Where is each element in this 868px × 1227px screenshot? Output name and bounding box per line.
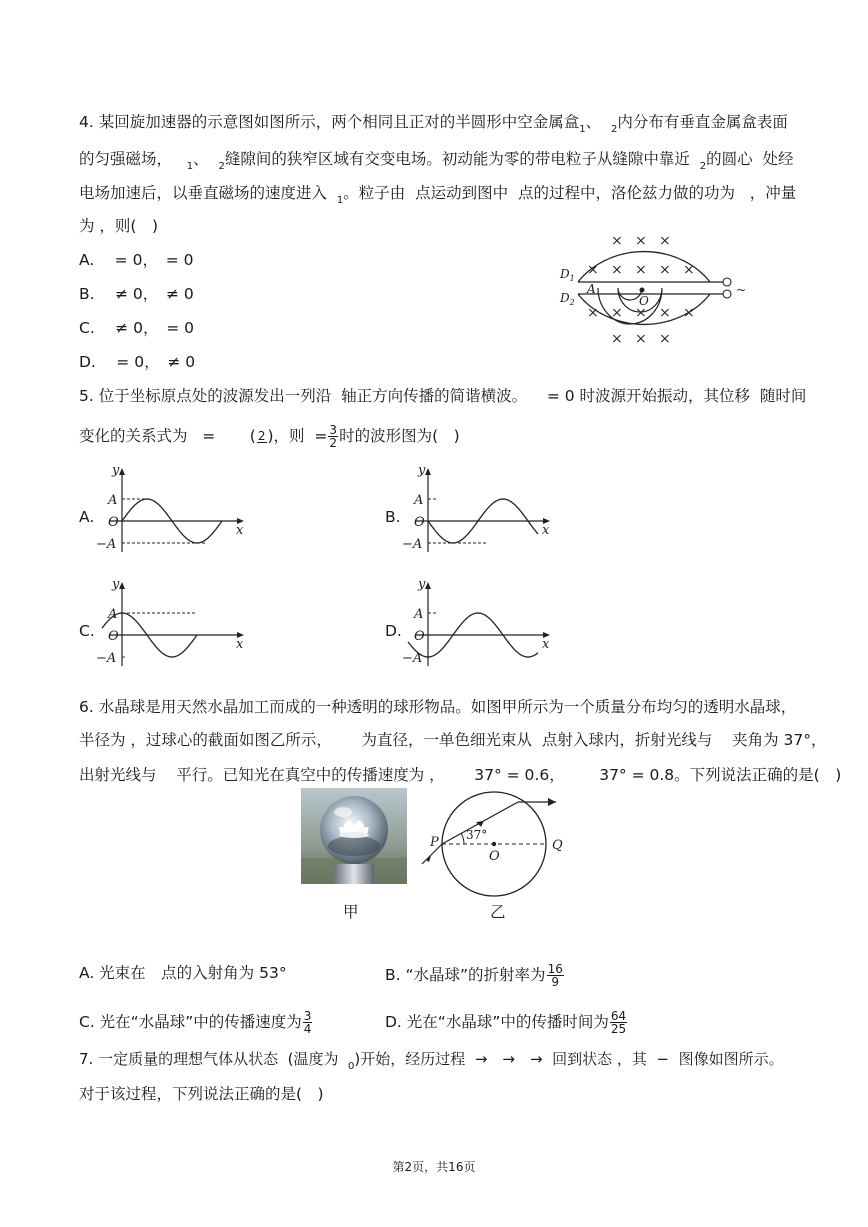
svg-text:×: × (683, 305, 695, 321)
svg-text:×: × (635, 262, 647, 278)
fig-label-yi: 乙 (490, 903, 506, 921)
svg-text:×: × (635, 331, 647, 347)
q4-option-a[interactable]: A. = 0， = 0 (79, 251, 194, 269)
q6-option-c[interactable]: C. 光在“水晶球”中的传播速度为 $\frac{3}{4}$ (79, 1009, 312, 1036)
label-d2: $D_2$ (560, 291, 575, 307)
q4-line1: 4. 某回旋加速器的示意图如图所示，两个相同且正对的半圆形中空金属盒$_1$、 $_2$内分布有垂直金属盒表面 (79, 113, 788, 135)
neg-amplitude-label: −A (402, 651, 423, 666)
svg-text:×: × (611, 331, 623, 347)
svg-text:×: × (635, 305, 647, 321)
label-o: O (639, 294, 649, 308)
svg-text:×: × (659, 331, 671, 347)
svg-text:×: × (659, 305, 671, 321)
q4-option-c[interactable]: C. ≠ 0， = 0 (79, 319, 194, 337)
wave-graph-c[interactable] (96, 576, 256, 672)
point-q-label: Q (552, 838, 563, 853)
ac-source-label: ~ (736, 283, 747, 297)
origin-label: O (108, 629, 119, 644)
x-axis-label: x (236, 523, 244, 538)
q4-option-b[interactable]: B. ≠ 0， ≠ 0 (79, 285, 194, 303)
x-axis-label: x (542, 637, 550, 652)
svg-text:×: × (587, 305, 599, 321)
origin-label: O (108, 515, 119, 530)
y-axis-arrow (119, 468, 125, 475)
y-axis-label: y (112, 463, 120, 478)
svg-text:×: × (659, 233, 671, 249)
svg-text:×: × (611, 305, 623, 321)
svg-text:×: × (611, 233, 623, 249)
wave-graph-d[interactable] (402, 576, 562, 672)
q4-option-d[interactable]: D. = 0， ≠ 0 (79, 353, 196, 371)
x-axis-label: x (542, 523, 550, 538)
q7-line2: 对于该过程，下列说法正确的是( ) (79, 1085, 324, 1103)
origin-label: O (414, 629, 425, 644)
svg-text:×: × (587, 262, 599, 278)
y-axis-label: y (418, 577, 426, 592)
fig-label-jia: 甲 (343, 903, 359, 921)
crystal-ball-photo (301, 788, 407, 884)
point-p-label: P (430, 835, 439, 850)
q6-option-d[interactable]: D. 光在“水晶球”中的传播时间为 $\frac{64}{25}$ (385, 1009, 627, 1036)
q5-line2: 变化的关系式为 = ( 2 )，则 = $\frac{3}{2}$ 时的波形图为( ) (79, 423, 460, 450)
q4-line4: 为 ，则( ) (79, 217, 159, 235)
wave-graph-b[interactable] (402, 462, 562, 558)
q5-option-a-label[interactable]: A. (79, 508, 95, 526)
origin-label: O (414, 515, 425, 530)
q4-line2: 的匀强磁场， $_1$、 $_2$缝隙间的狭窄区域有交变电场。初动能为零的带电粒子从缝隙中靠近 $_2$的圆心 处经 (79, 150, 794, 172)
cyclotron-figure (555, 212, 755, 370)
q5-option-b-label[interactable]: B. (385, 508, 401, 526)
label-d1: $D_1$ (560, 267, 575, 283)
q5-option-c-label[interactable]: C. (79, 622, 95, 640)
particle-path (598, 288, 662, 324)
page-footer: 第2页，共16页 (392, 1160, 476, 1174)
q6-option-a[interactable]: A. 光束在 点的入射角为 53° (79, 964, 287, 982)
amplitude-label: A (414, 607, 424, 622)
q5-line1: 5. 位于坐标原点处的波源发出一列沿 轴正方向传播的简谐横波。 = 0 时波源开始振动，其位移 随时间 (79, 387, 807, 405)
q7-line1: 7. 一定质量的理想气体从状态 (温度为 $_0$)开始，经历过程 → → → 回到状态 ，其 − 图像如图所示。 (79, 1050, 784, 1072)
center-o-label: O (489, 849, 500, 864)
wave-graph-a[interactable] (96, 462, 256, 558)
terminal-top (723, 278, 731, 286)
svg-text:×: × (659, 262, 671, 278)
q4-line3: 电场加速后，以垂直磁场的速度进入 $_1$。粒子由 点运动到图中 点的过程中，洛伦兹力做的功为 ，冲量 (79, 184, 797, 206)
y-axis-arrow (425, 582, 431, 589)
label-a: A (587, 282, 596, 296)
angle-label: 37° (466, 828, 488, 842)
y-axis-label: y (418, 463, 426, 478)
neg-amplitude-label: −A (96, 537, 117, 552)
center-o-dot (640, 288, 645, 293)
q6-option-b[interactable]: B. “水晶球”的折射率为 $\frac{16}{9}$ (385, 962, 563, 989)
q6-line3: 出射光线与 平行。已知光在真空中的传播速度为 ， 37° = 0.6， 37° = 0.8。下列说法正确的是( ) (79, 766, 842, 784)
amplitude-label: A (414, 493, 424, 508)
svg-text:×: × (611, 262, 623, 278)
y-axis-arrow (119, 582, 125, 589)
terminal-bottom (723, 290, 731, 298)
neg-amplitude-label: −A (402, 537, 423, 552)
amplitude-label: A (108, 607, 118, 622)
q6-line2: 半径为 ，过球心的截面如图乙所示， 为直径，一单色细光束从 点射入球内，折射光线与 夹角为 37°， (79, 731, 827, 749)
q5-option-d-label[interactable]: D. (385, 622, 402, 640)
svg-text:×: × (635, 233, 647, 249)
svg-text:×: × (683, 262, 695, 278)
y-axis-arrow (425, 468, 431, 475)
q6-line1: 6. 水晶球是用天然水晶加工而成的一种透明的球形物品。如图甲所示为一个质量分布均匀的透明水晶球， (79, 698, 797, 716)
neg-amplitude-label: −A (96, 651, 117, 666)
y-axis-label: y (112, 577, 120, 592)
amplitude-label: A (108, 493, 118, 508)
x-axis-label: x (236, 637, 244, 652)
